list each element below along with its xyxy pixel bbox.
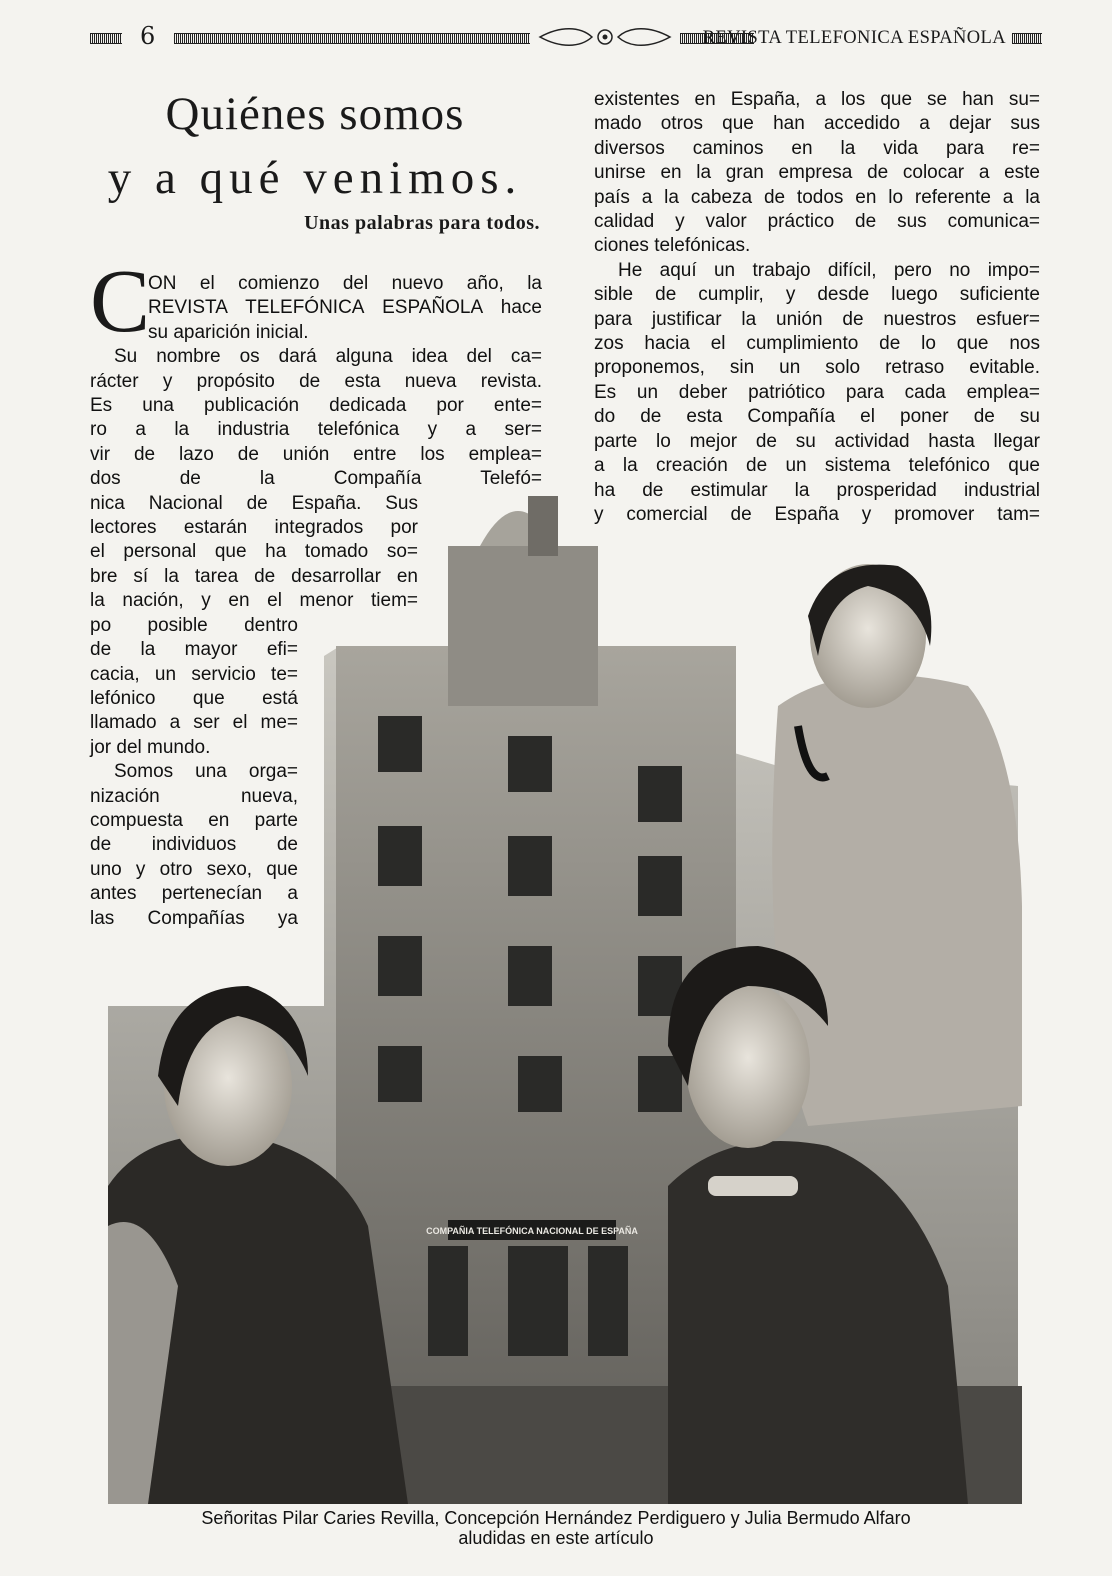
photo-montage (108, 486, 1022, 1504)
header-rule-right (1012, 33, 1042, 44)
text-line: las Compañías ya (90, 907, 298, 929)
text-line: a la creación de un sistema telefónico que (594, 455, 1040, 477)
text-line: dos de la Compañía Telefó= (90, 468, 542, 490)
text-line: Es un deber patriótico para cada emplea= (594, 381, 1040, 403)
header-ornament-icon (530, 24, 680, 50)
page-number: 6 (140, 22, 156, 50)
building-sign: COMPAÑIA TELEFÓNICA NACIONAL DE ESPAÑA (426, 1226, 638, 1236)
text-line: antes pertenecían a (90, 883, 298, 905)
text-line: Su nombre os dará alguna idea del ca= (114, 346, 542, 368)
headline-line-2: y a qué venimos. (107, 152, 523, 204)
right-column (594, 88, 1040, 527)
text-line: de la mayor efi= (90, 639, 298, 661)
text-line: para justificar la unión de nuestros esfuer= (594, 308, 1040, 330)
text-line: bre sí la tarea de desarrollar en (90, 565, 418, 587)
text-line: po posible dentro (90, 614, 298, 636)
text-line: unirse en la gran empresa de colocar a este (594, 162, 1040, 184)
text-line: ha de estimular la prosperidad industrial (594, 479, 1040, 501)
text-line: mado otros que han accedido a dejar sus (594, 113, 1040, 135)
headline-line-1: Quiénes somos (165, 88, 465, 140)
text-line: Es una publicación dedicada por ente= (90, 395, 542, 417)
caption-line-1: Señoritas Pilar Caries Revilla, Concepción Hernández Perdiguero y Julia Bermudo Alfaro (201, 1508, 911, 1528)
text-line: compuesta en parte (90, 809, 298, 831)
text-line: su aparición inicial. (148, 321, 309, 343)
drop-cap: C (90, 252, 151, 351)
header-rule-middle-left (174, 33, 530, 44)
text-line: He aquí un trabajo difícil, pero no impo= (618, 259, 1040, 281)
text-line: cacia, un servicio te= (90, 663, 298, 685)
text-line: REVISTA TELEFÓNICA ESPAÑOLA hace (148, 297, 542, 319)
text-line: Somos una orga= (114, 761, 298, 783)
text-line: ciones telefónicas. (594, 235, 751, 257)
text-line: uno y otro sexo, que (90, 858, 298, 880)
caption-line-2: aludidas en este artículo (458, 1528, 654, 1548)
text-line: calidad y valor práctico de sus comunica= (594, 211, 1040, 233)
text-line: nización nueva, (90, 785, 298, 807)
text-line: lefónico que está (90, 687, 298, 709)
header-rule-left (90, 33, 122, 44)
article-headline (90, 82, 540, 210)
publication-title: REVISTA TELEFONICA ESPAÑOLA (702, 28, 1006, 48)
text-line: lectores estarán integrados por (90, 517, 418, 539)
text-line: el personal que ha tomado so= (90, 541, 418, 563)
text-line: vir de lazo de unión entre los emplea= (90, 443, 542, 465)
text-line: existentes en España, a los que se han su= (594, 89, 1040, 110)
running-header (90, 24, 1042, 50)
text-line: do de esta Compañía el poner de su (594, 406, 1040, 428)
text-line: nica Nacional de España. Sus (90, 492, 418, 514)
text-line: llamado a ser el me= (90, 712, 298, 734)
text-line: y comercial de España y promover tam= (594, 503, 1040, 525)
text-line: parte lo mejor de su actividad hasta llegar (594, 430, 1040, 452)
text-line: ON el comienzo del nuevo año, la (148, 273, 542, 294)
text-line: la nación, y en el menor tiem= (90, 590, 418, 612)
woman-standing (772, 564, 1022, 1126)
text-line: diversos caminos en la vida para re= (594, 137, 1040, 159)
text-line: proponemos, sin un solo retraso evitable. (594, 357, 1040, 379)
text-line: país a la cabeza de todos en lo referente a la (594, 186, 1040, 208)
text-line: zos hacia el cumplimiento de lo que nos (594, 333, 1040, 355)
text-line: de individuos de (90, 834, 298, 856)
text-line: sible de cumplir, y desde luego suficiente (594, 284, 1040, 306)
text-line: ro a la industria telefónica y a ser= (90, 419, 542, 441)
text-line: jor del mundo. (90, 736, 211, 758)
text-line: rácter y propósito de esta nueva revista. (90, 370, 542, 392)
article-subtitle: Unas palabras para todos. (304, 212, 540, 234)
photo-caption (100, 1508, 1012, 1548)
